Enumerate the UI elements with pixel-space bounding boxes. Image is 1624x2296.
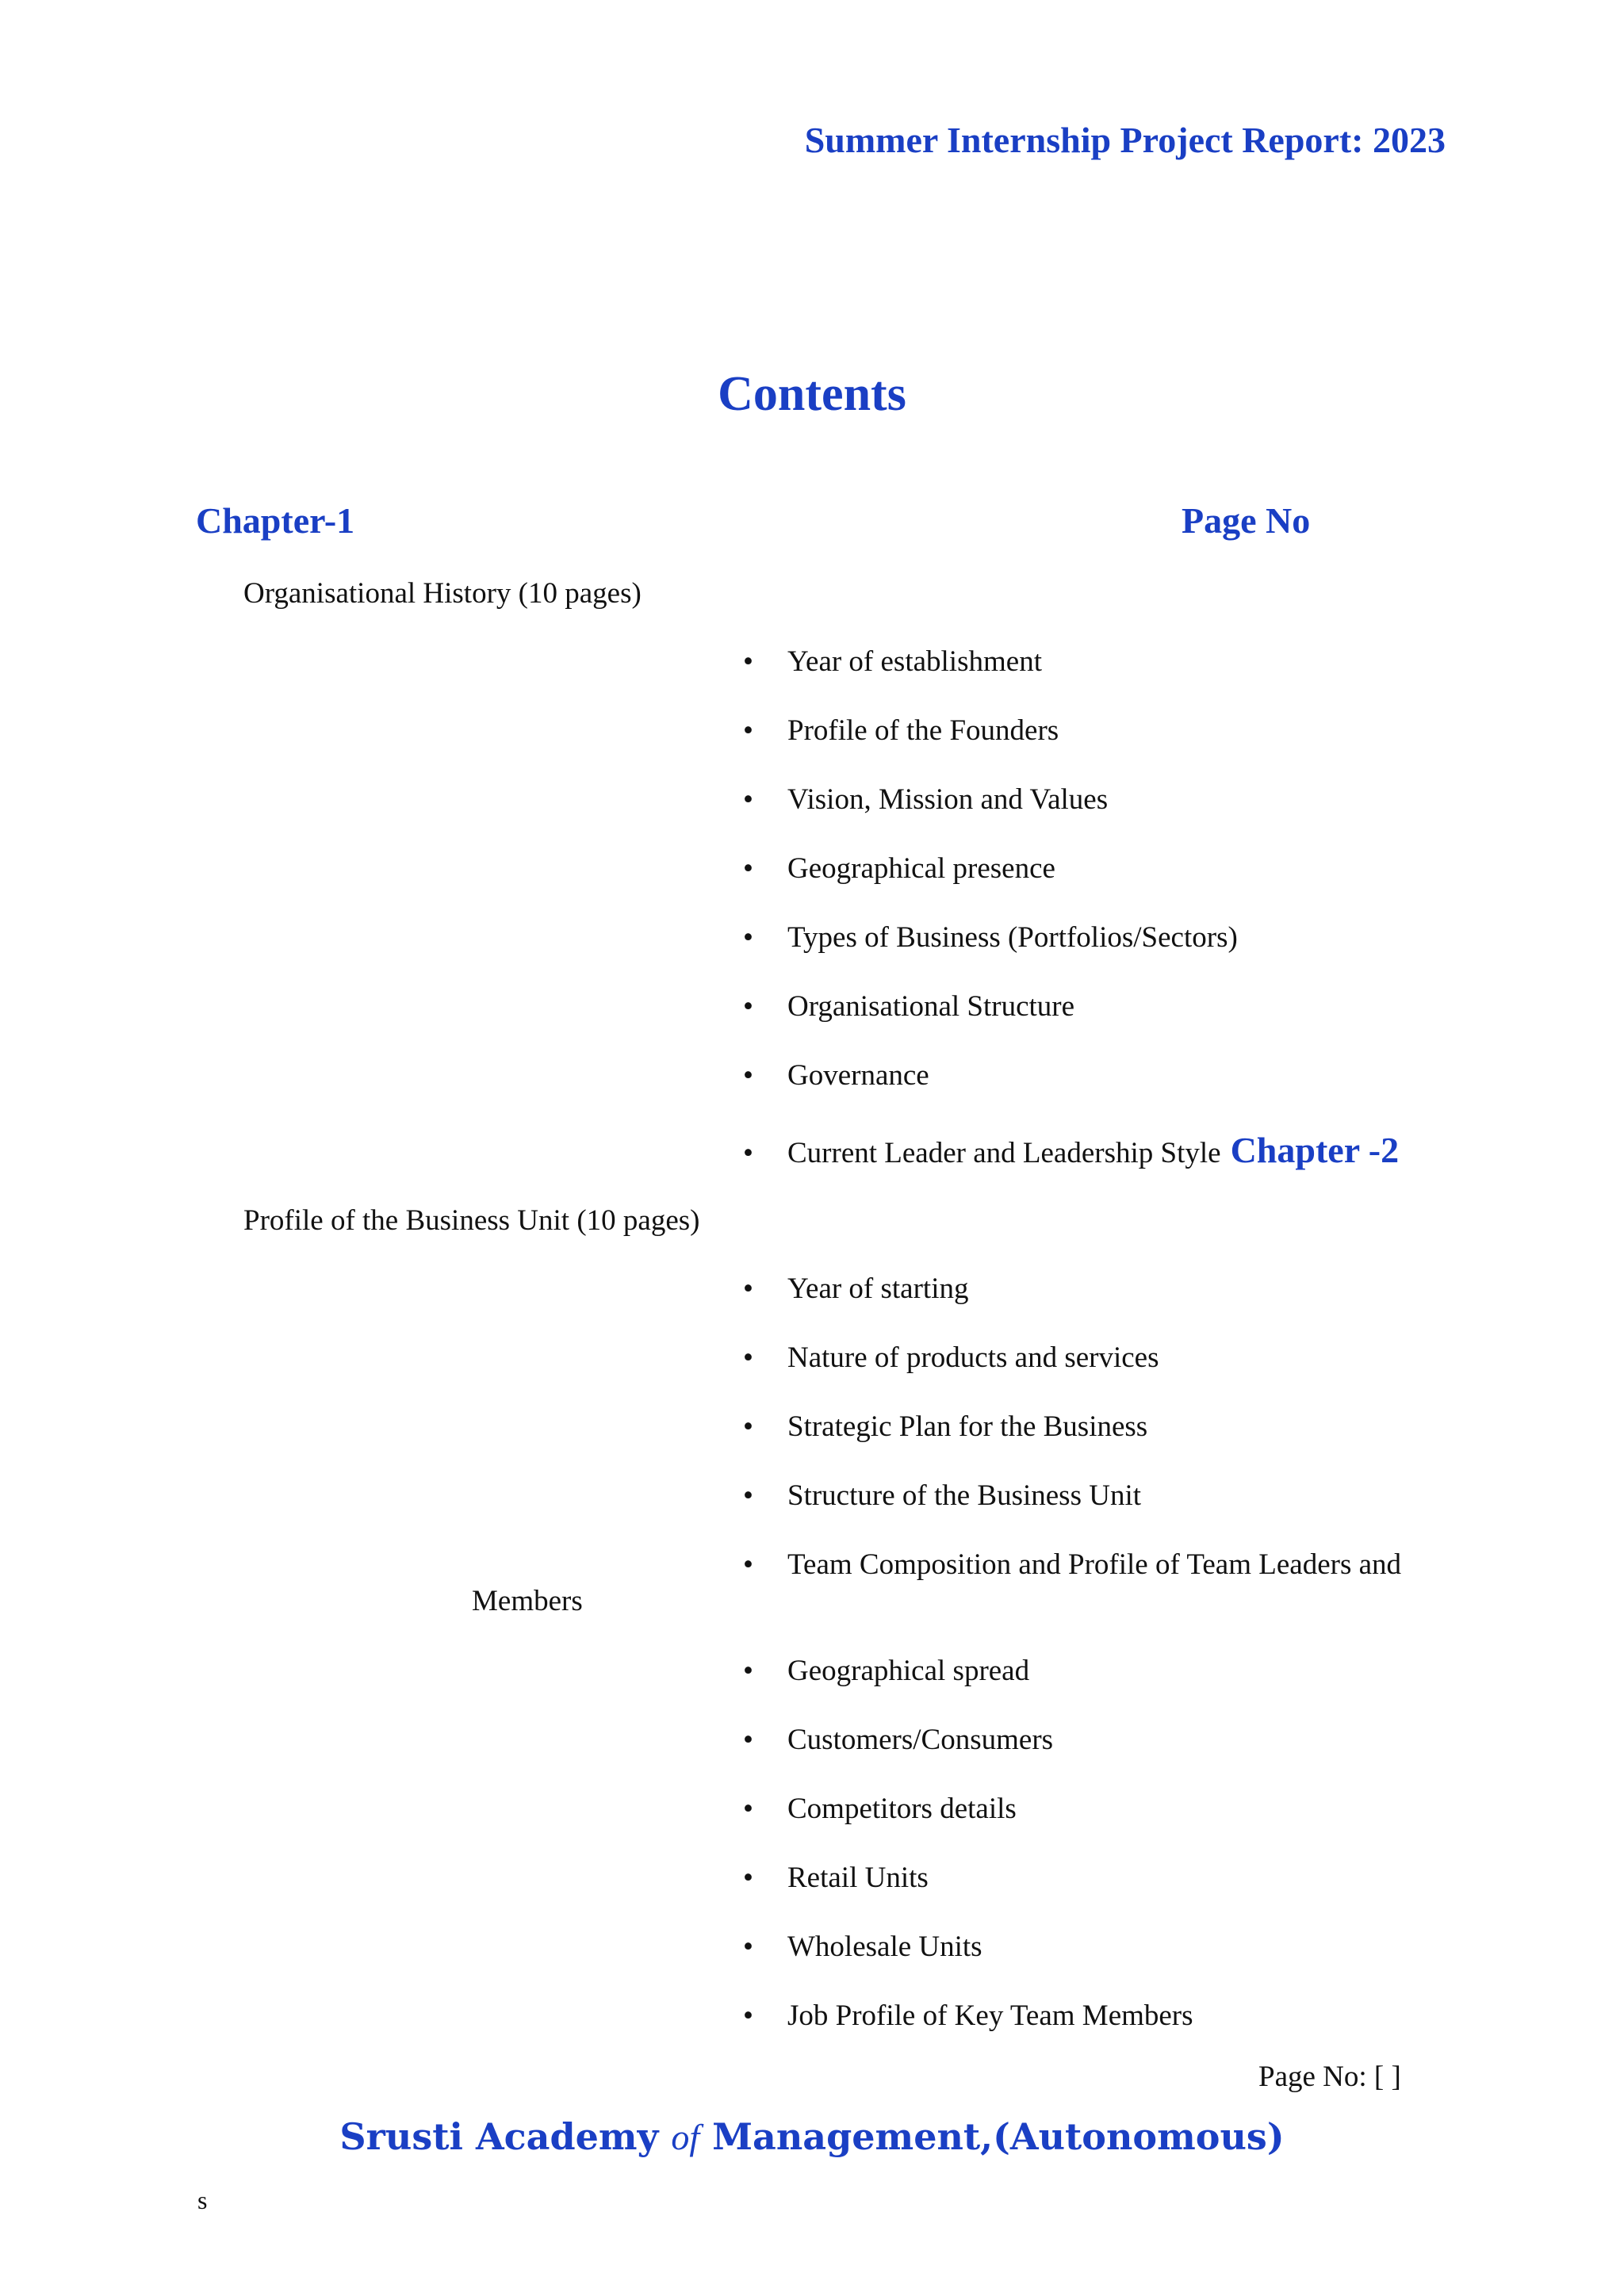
bullet-icon: • [743, 645, 753, 678]
list-item: • Geographical presence [743, 852, 1055, 885]
list-item: • Organisational Structure [743, 990, 1075, 1023]
list-item: • Competitors details [743, 1793, 1017, 1825]
list-item: • Team Composition and Profile of Team Leaders and [743, 1548, 1402, 1581]
bullet-icon: • [743, 1724, 753, 1756]
list-item: • Nature of products and services [743, 1341, 1159, 1374]
bullet-icon: • [743, 1931, 753, 1963]
bullet-icon: • [743, 1999, 753, 2032]
bullet-icon: • [743, 1862, 753, 1894]
bullet-icon: • [743, 1410, 753, 1443]
list-item: • Governance [743, 1059, 929, 1092]
bullet-icon: • [743, 1272, 753, 1305]
bullet-icon: • [743, 1059, 753, 1092]
list-item: • Customers/Consumers [743, 1724, 1054, 1756]
bullet-icon: • [743, 1548, 753, 1581]
page-number-label: Page No: [ ] [1258, 2061, 1401, 2093]
bullet-icon: • [743, 1479, 753, 1512]
bullet-icon: • [743, 783, 753, 816]
report-header-title: Summer Internship Project Report: 2023 [804, 120, 1446, 160]
list-item: • Year of starting [743, 1272, 969, 1305]
list-item-continuation: Members [472, 1585, 583, 1617]
chapter-2-subtitle: Profile of the Business Unit (10 pages) [243, 1204, 700, 1237]
contents-title: Contents [718, 367, 906, 421]
list-item: • Types of Business (Portfolios/Sectors) [743, 921, 1238, 954]
list-item: • Retail Units [743, 1862, 929, 1894]
list-item: • Current Leader and Leadership Style Chapter -2 [743, 1130, 1400, 1170]
list-item: • Structure of the Business Unit [743, 1479, 1142, 1512]
chapter-1-subtitle: Organisational History (10 pages) [243, 577, 642, 610]
bullet-icon: • [743, 714, 753, 747]
bullet-icon: • [743, 1655, 753, 1687]
list-item: • Year of establishment [743, 645, 1042, 678]
bullet-icon: • [743, 852, 753, 885]
footer-institution-name: Srusti Academy of Management,(Autonomous) [339, 2115, 1285, 2158]
chapter-2-heading: Chapter -2 [1230, 1130, 1400, 1170]
chapter-1-heading: Chapter-1 [196, 500, 355, 541]
stray-character: s [197, 2186, 208, 2214]
bullet-icon: • [743, 921, 753, 954]
bullet-icon: • [743, 1793, 753, 1825]
page-no-heading: Page No [1182, 500, 1311, 541]
list-item: • Strategic Plan for the Business [743, 1410, 1148, 1443]
bullet-icon: • [743, 1137, 753, 1169]
list-item: • Geographical spread [743, 1655, 1030, 1687]
bullet-icon: • [743, 1341, 753, 1374]
bullet-icon: • [743, 990, 753, 1023]
list-item: • Wholesale Units [743, 1931, 982, 1963]
list-item: • Profile of the Founders [743, 714, 1059, 747]
list-item: • Vision, Mission and Values [743, 783, 1109, 816]
list-item: • Job Profile of Key Team Members [743, 1999, 1193, 2032]
